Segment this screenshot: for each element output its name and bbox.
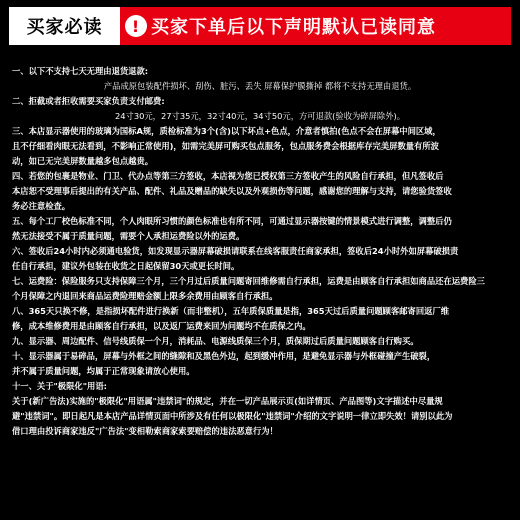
section-1-detail: 产品成原包装配件损坏、刮伤、脏污、丢失 屏幕保护膜撕掉 都将不支持无理由退货。 xyxy=(103,81,417,91)
section-3-line-2: 且不仔细看肉眼无法看到，不影响正常使用)，如需完美屏可购买包点服务，包点服务费会根据库存完美屏数量有所波 xyxy=(12,141,439,151)
section-10-line-2: 并不属于质量问题，均属于正常现象请放心使用。 xyxy=(12,366,195,376)
section-1-heading: 一、以下不支持七天无理由退货退款: xyxy=(12,66,149,76)
warning-icon: ! xyxy=(125,15,147,37)
section-10-line-1: 十、显示器属于易碎品，屏幕与外框之间的缝隙和及黑色外边，起到缓冲作用，是避免显示器与外框碰撞产生破裂， xyxy=(12,351,436,361)
section-6-line-1: 六、签收后24小时内必须通电验货，如发现显示器屏幕破损请联系在线客服责任商家承担，签收后24小时外如屏幕破损责 xyxy=(12,246,459,256)
section-5-line-2: 然无法接受不属于质量问题，需要个人承担运费险以外的运费。 xyxy=(12,231,245,241)
section-6-line-2: 任自行承担，建议外包装在收货之日起保留30天或更长时间。 xyxy=(12,261,240,271)
section-11-heading: 十一、关于"极限化"用语: xyxy=(12,381,107,391)
section-11-line-2: 避"违禁词"。即日起凡是本店产品详情页面中所涉及有任何以极限化"违禁词"介绍的文字说明一律立即失效！请别以此为 xyxy=(12,411,453,421)
section-7-line-2: 个月保障之内退回来商品运费险理赔金额上限多余费用由顾客自行承担。 xyxy=(12,291,278,301)
statement-title: 买家下单后以下声明默认已读同意 xyxy=(151,17,436,38)
section-11-line-3: 借口理由投诉商家违反"广告法"变相勒索商家索要赔偿的违法恶意行为！ xyxy=(12,426,278,436)
section-3-line-1: 三、本店显示器使用的玻璃为国标A规，质检标准为3个(含)以下坏点+色点，介意者慎拍(色点不会在屏幕中间区域， xyxy=(12,126,441,136)
buyer-notice-title: 买家必读 xyxy=(9,7,120,45)
section-2-heading: 二、拒截或者拒收需要买家负责支付邮费: xyxy=(12,96,165,106)
notice-body xyxy=(12,64,508,439)
section-7-line-1: 七、运费险：保险服务只支持保障三个月，三个月过后质量问题寄回维修需自行承担，运费是由顾客自行承担如商品还在运费险三 xyxy=(12,276,485,286)
section-3-line-3: 动，如已无完美屏数量越多包点越贵。 xyxy=(12,156,154,166)
section-5-line-1: 五、每个工厂校色标准不同，个人肉眼所习惯的颜色标准也有所不同，可通过显示器按键的情景模式进行调整，调整后仍 xyxy=(12,216,452,226)
section-4-line-3: 务必注意检查。 xyxy=(12,201,71,211)
section-9: 九、显示器、周边配件、信号线质保一个月，消耗品、电源线质保三个月，质保期过后质量问题顾客自行购买。 xyxy=(12,336,419,346)
section-8-line-2: 修，成本维修费用是由顾客自行承担，以及返厂运费来回为问题均不在质保之内。 xyxy=(12,321,311,331)
section-4-line-2: 本店恕不受理事后提出的有关产品、配件、礼品及赠品的缺失以及外观损伤等问题，感谢您的理解与支持，请您验货签收 xyxy=(12,186,452,196)
section-4-line-1: 四、若您的包裹是物业、门卫、代办点等第三方签收，本店视为您已授权第三方签收产生的风险自行承担，但凡签收后 xyxy=(12,171,444,181)
statement-banner xyxy=(120,7,511,45)
section-11-line-1: 关于(新广告法)实施的"极限化"用语属"违禁词"的规定，并在一切产品展示页(如详情页、产品图等)文字描述中尽量规 xyxy=(12,396,443,406)
section-8-line-1: 八、365天只换不修，是指损坏配件进行换新（而非整机），五年质保质量是指，365天过后质量问题顾客邮寄回返厂维 xyxy=(12,306,450,316)
section-2-detail: 24寸30元，27寸35元，32寸40元，34寸50元，方可退款(验收为碎屏除外)。 xyxy=(114,111,406,121)
header-banner xyxy=(9,7,511,45)
